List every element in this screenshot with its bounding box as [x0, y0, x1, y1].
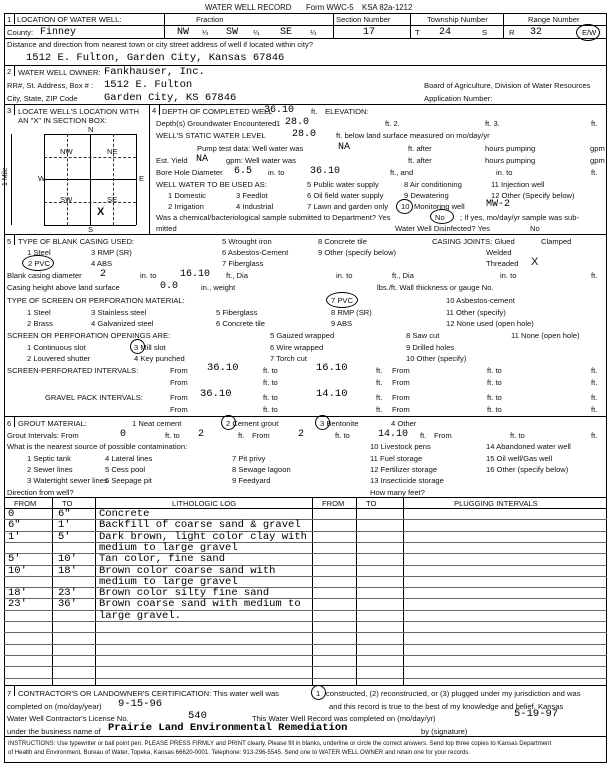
screen-abs: 9 ABS: [331, 319, 353, 328]
log-description-cell: Dark brown, light color clay with: [99, 530, 307, 543]
grout-bentonite-circle: [315, 415, 330, 430]
fraction-label: Fraction: [196, 15, 224, 24]
log-from-cell: 10': [8, 564, 27, 577]
threaded-x: X: [531, 256, 539, 268]
east-label: E: [139, 174, 145, 183]
quarter-3-value: SE: [280, 27, 293, 38]
log-description-cell: medium to large gravel: [99, 541, 238, 554]
grout-cement-circle: [221, 415, 236, 430]
grout-intervals-label: Grout Intervals: From: [7, 431, 79, 440]
sp-from-label-2: From: [392, 366, 410, 375]
sp-ft-3: ft.: [376, 378, 383, 387]
yield-label: Est. Yield: [156, 156, 188, 165]
range-ew: E/W: [582, 28, 597, 37]
use-monitoring-number: 10: [401, 202, 410, 211]
chem-mitted: mitted: [156, 224, 177, 233]
blank-ft-dia: ft., Dia: [226, 271, 248, 280]
gi-to-label: ft. to: [165, 431, 180, 440]
open-drilled: 9 Drilled holes: [406, 343, 455, 352]
section-value: 17: [363, 27, 376, 38]
instructions-line-2: of Health and Environment, Bureau of Water, Topeka, Kansas 66620-0001. Telephone: 913-296-5545. Send one to WATER WELL OWNER and retain one for your records.: [8, 749, 471, 756]
screen-brass: 2 Brass: [27, 319, 53, 328]
record-value: 5-19-97: [514, 708, 559, 720]
log-row-line: [4, 632, 607, 633]
grout-to-value: 2: [198, 429, 205, 440]
log-row-line: [4, 576, 607, 577]
pump-hours: hours pumping: [485, 144, 536, 153]
casing-steel: 1 Steel: [27, 248, 51, 257]
signature-label: by (signature): [421, 727, 468, 736]
log-row-line: [4, 655, 607, 656]
completed-value: 9-15-96: [118, 698, 163, 710]
range-value: 32: [530, 27, 543, 38]
contam-sewer: 2 Sewer lines: [27, 465, 73, 474]
bore-ft: ft.: [591, 168, 598, 177]
log-row-line: [4, 565, 607, 566]
se-label: SE: [107, 195, 118, 204]
contam-abandoned: 14 Abandoned water well: [486, 442, 571, 451]
yield-gpm-end: gpm: [590, 156, 605, 165]
gp-from-label-2: From: [392, 393, 410, 402]
gp-ft-4: ft.: [591, 405, 598, 414]
use-oilfield: 6 Oil field water supply: [307, 191, 384, 200]
record-label: This Water Well Record was completed on (mo/day/yr): [252, 714, 436, 723]
grout-label: GROUT MATERIAL:: [18, 419, 87, 428]
yield-hours: hours pumping: [485, 156, 536, 165]
gi-to-label-3: ft. to: [510, 431, 525, 440]
use-industrial: 4 Industrial: [236, 202, 274, 211]
gp-to-label-2: ft. to: [487, 393, 502, 402]
sp-to-label-4: ft. to: [487, 378, 502, 387]
instructions-line-1: INSTRUCTIONS: Use typewriter or ball point pen. PLEASE PRESS FIRMLY and PRINT clearly. Please fill in blanks, underline or circle the correct answers. Send top three copies to Kansas Department: [8, 740, 552, 747]
use-lawn: 7 Lawn and garden only: [307, 202, 389, 211]
sp-to-label-3: ft. to: [263, 378, 278, 387]
county-label: County:: [7, 28, 34, 37]
owner-label: WATER WELL OWNER:: [18, 68, 101, 77]
sp-from-label-3: From: [170, 378, 188, 387]
open-gauzed: 5 Gauzed wrapped: [270, 331, 335, 340]
log-description-cell: Brown color silty fine sand: [99, 587, 270, 600]
sp-to-label: ft. to: [263, 366, 278, 375]
log-description-cell: large gravel.: [99, 609, 181, 622]
bore-ft-and: ft., and: [390, 168, 414, 177]
application-label: Application Number:: [424, 94, 493, 103]
contam-label: What is the nearest source of possible contamination:: [7, 442, 188, 451]
joints-clamped: Clamped: [541, 237, 572, 246]
locate-label-1: LOCATE WELL'S LOCATION WITH: [18, 107, 139, 116]
ne-label: NE: [107, 147, 118, 156]
address-value: 1512 E. Fulton: [104, 79, 193, 91]
mill-slot-circle: [130, 339, 145, 354]
form-number: Form WWC-5: [306, 3, 354, 12]
casing-asbestos: 6 Asbestos-Cement: [222, 248, 289, 257]
use-irrigation: 2 Irrigation: [168, 202, 204, 211]
quarter-symbol: ¼: [202, 28, 209, 37]
yield-value: NA: [196, 154, 209, 165]
grout-bentonite: 3 Bentonite: [320, 419, 359, 428]
blank-diameter-label: Blank casing diameter: [7, 271, 82, 280]
casing-rmp: 3 RMP (SR): [91, 248, 132, 257]
contam-lagoon: 8 Sewage lagoon: [232, 465, 291, 474]
contam-fertilizer: 12 Fertilizer storage: [370, 465, 438, 474]
log-from-header: FROM: [14, 499, 37, 508]
pump-test-label: Pump test data: Well water was: [197, 144, 304, 153]
disinfected-label: Water Well Disinfected? Yes: [395, 224, 490, 233]
distance-label: Distance and direction from nearest town or city street address of well if located within city?: [7, 40, 313, 49]
north-label: N: [88, 125, 94, 134]
open-none: 11 None (open hole): [511, 331, 580, 340]
form-ksa: KSA 82a-1212: [362, 3, 413, 12]
disinfected-no: No: [530, 224, 540, 233]
monitoring-well-id: MW-2: [486, 199, 511, 210]
gi-ft: ft.: [238, 431, 245, 440]
open-saw: 8 Saw cut: [406, 331, 440, 340]
grout-cement: 2 Cement grout: [226, 419, 279, 428]
use-monitoring: Monitoring well: [414, 202, 465, 211]
grout-from-value: 0: [120, 429, 127, 440]
how-many-label: How many feet?: [370, 488, 425, 497]
log-description-cell: medium to large gravel: [99, 575, 238, 588]
direction-label: Direction from well?: [7, 488, 74, 497]
log-description-cell: Brown coarse sand with medium to: [99, 598, 301, 611]
section-label: Section Number: [336, 15, 391, 24]
log-to-cell: 18': [58, 564, 77, 577]
gp-to-label-3: ft. to: [263, 405, 278, 414]
range-r-label: R: [509, 28, 515, 37]
open-mill: 3 Mill slot: [134, 343, 166, 352]
range-label: Range Number: [528, 15, 580, 24]
gi-from-label-2: From: [252, 431, 270, 440]
use-public: 5 Public water supply: [307, 180, 379, 189]
log-to-cell: 1': [58, 519, 71, 532]
sp-ft-4: ft.: [591, 378, 598, 387]
contam-fuel: 11 Fuel storage: [370, 454, 423, 463]
contam-watertight: 3 Watertight sewer lines: [27, 476, 108, 485]
joints-welded: Welded: [486, 248, 512, 257]
contam-septic: 1 Septic tank: [27, 454, 71, 463]
open-continuous: 1 Continuous slot: [27, 343, 86, 352]
sp-to-value: 16.10: [316, 362, 348, 374]
screen-intervals-label: SCREEN-PERFORATED INTERVALS:: [7, 366, 139, 375]
casing-label: TYPE OF BLANK CASING USED:: [18, 237, 135, 246]
township-t-label: T: [415, 28, 420, 37]
screen-label: TYPE OF SCREEN OR PERFORATION MATERIAL:: [7, 296, 185, 305]
log-to-cell: 23': [58, 587, 77, 600]
bore-to-value: 36.10: [310, 166, 341, 177]
gw-3-label: ft. 3.: [485, 119, 500, 128]
cert-label: CONTRACTOR'S OR LANDOWNER'S CERTIFICATION: This water well was: [18, 689, 279, 698]
use-domestic: 1 Domestic: [168, 191, 206, 200]
bore-in-to-2: in. to: [496, 168, 513, 177]
static-level-rest: ft. below land surface measured on mo/day/yr: [336, 131, 490, 140]
log-to-cell: 5': [58, 530, 71, 543]
yield-gpm: gpm: Well water was: [226, 156, 296, 165]
address-line: 1512 E. Fulton, Garden City, Kansas 67846: [26, 52, 285, 64]
screen-pvc: 7 PVC: [331, 296, 353, 305]
pump-after: ft. after: [408, 144, 432, 153]
sp-ft: ft.: [376, 366, 383, 375]
casing-pvc-circle: [22, 255, 54, 271]
contam-pit: 7 Pit privy: [232, 454, 266, 463]
blank-in-to-2: in. to: [336, 271, 353, 280]
use-dewatering: 9 Dewatering: [404, 191, 449, 200]
use-air: 8 Air conditioning: [404, 180, 462, 189]
openings-label: SCREEN OR PERFORATION OPENINGS ARE:: [7, 331, 171, 340]
blank-diameter-value: 2: [100, 269, 107, 280]
gp-from-value: 36.10: [200, 388, 232, 400]
monitoring-circle: [396, 199, 413, 214]
log-to-cell: 10': [58, 553, 77, 566]
gi-ft-2: ft.: [420, 431, 427, 440]
chem-no: No: [435, 213, 445, 222]
casing-pvc: 2 PVC: [28, 259, 50, 268]
plug-from-header: FROM: [322, 499, 345, 508]
open-key: 4 Key punched: [134, 354, 185, 363]
screen-pvc-circle: [326, 292, 358, 308]
contam-insecticide: 13 Insecticide storage: [370, 476, 444, 485]
open-other: 10 Other (specify): [406, 354, 467, 363]
log-to-header: TO: [62, 499, 73, 508]
grout-to-2-value: 14.10: [378, 429, 409, 440]
screen-galvanized: 4 Galvanized steel: [91, 319, 154, 328]
township-s-label: S: [482, 28, 488, 37]
business-label: under the business name of: [7, 727, 101, 736]
log-row-line: [4, 621, 607, 622]
log-from-cell: 18': [8, 587, 27, 600]
gp-from-label-4: From: [392, 405, 410, 414]
address-label: RR#, St. Address, Box # :: [7, 81, 94, 90]
contam-cess: 5 Cess pool: [105, 465, 146, 474]
chem-label: Was a chemical/bacteriological sample submitted to Department? Yes: [156, 213, 391, 222]
form-title: WATER WELL RECORD: [205, 3, 292, 12]
business-value: Prairie Land Environmental Remediation: [108, 722, 348, 734]
s3-number: 3: [7, 106, 12, 115]
gi-from-label-3: From: [434, 431, 452, 440]
screen-steel: 1 Steel: [27, 308, 51, 317]
lithologic-log-header: LITHOLOGIC LOG: [172, 499, 237, 508]
gp-to-label-4: ft. to: [487, 405, 502, 414]
license-value: 540: [188, 710, 207, 722]
gw-1-label: 1: [276, 119, 281, 128]
quarter-symbol: ¼: [253, 28, 260, 37]
log-description-cell: Concrete: [99, 508, 150, 520]
height-label: Casing height above land surface: [7, 283, 120, 292]
log-from-cell: 0: [8, 508, 15, 520]
south-label: S: [88, 225, 94, 234]
cert-rest: constructed, (2) reconstructed, or (3) plugged under my jurisdiction and was: [326, 689, 581, 698]
log-from-cell: 6": [8, 519, 21, 532]
s5-number: 5: [7, 237, 12, 246]
pump-gpm: gpm: [590, 144, 605, 153]
open-wire: 6 Wire wrapped: [270, 343, 324, 352]
plugging-header: PLUGGING INTERVALS: [454, 499, 538, 508]
gp-from-label-3: From: [170, 405, 188, 414]
contam-livestock: 10 Livestock pens: [370, 442, 431, 451]
casing-concrete: 8 Concrete tile: [318, 237, 367, 246]
log-from-cell: 1': [8, 530, 21, 543]
pump-test-value: NA: [338, 142, 351, 153]
cert-1-circle: [311, 685, 326, 700]
blank-in-to: in. to: [140, 271, 157, 280]
gravel-pack-label: GRAVEL PACK INTERVALS:: [45, 393, 143, 402]
joints-label: CASING JOINTS: Glued: [432, 237, 515, 246]
gp-ft: ft.: [376, 393, 383, 402]
log-row-line: [4, 610, 607, 611]
use-feedlot: 3 Feedlot: [236, 191, 268, 200]
gp-ft-3: ft.: [376, 405, 383, 414]
screen-other: 11 Other (specify): [446, 308, 506, 317]
elevation-label: ELEVATION:: [325, 107, 369, 116]
use-label: WELL WATER TO BE USED AS:: [156, 180, 267, 189]
well-location-x: X: [97, 206, 105, 218]
s1-number: 1: [7, 15, 12, 24]
log-to-cell: 36': [58, 598, 77, 611]
depth-value: 36.10: [264, 105, 295, 116]
township-label: Township Number: [427, 15, 488, 24]
casing-abs: 4 ABS: [91, 259, 113, 268]
depth-ft: ft.: [311, 107, 318, 116]
groundwater-1-value: 28.0: [285, 117, 310, 128]
static-level-label: WELL'S STATIC WATER LEVEL: [156, 131, 266, 140]
screen-concrete: 6 Concrete tile: [216, 319, 265, 328]
log-description-cell: Backfill of coarse sand & gravel: [99, 519, 301, 532]
screen-none: 12 None used (open hole): [446, 319, 534, 328]
open-torch: 7 Torch cut: [270, 354, 308, 363]
log-from-cell: 5': [8, 553, 21, 566]
grout-other: 4 Other: [391, 419, 417, 428]
yield-after: ft. after: [408, 156, 432, 165]
log-row-line: [4, 519, 607, 520]
log-description-cell: Tan color, fine sand: [99, 553, 226, 566]
gi-to-label-2: ft. to: [335, 431, 350, 440]
quarter-1-value: NW: [177, 27, 190, 38]
quarter-2-value: SW: [226, 27, 239, 38]
cert-1: 1: [316, 689, 321, 698]
s4-number: 4: [152, 106, 157, 115]
county-value: Finney: [40, 27, 77, 38]
blank-in-to-3: in. to: [500, 271, 517, 280]
log-row-line: [4, 644, 607, 645]
grout-neat: 1 Neat cement: [132, 419, 182, 428]
owner-value: Fankhauser, Inc.: [104, 66, 205, 78]
gp-to-value: 14.10: [316, 388, 348, 400]
log-row-line: [4, 678, 607, 679]
screen-rmp: 8 RMP (SR): [331, 308, 372, 317]
city-label: City, State, ZIP Code: [7, 94, 78, 103]
use-other: 12 Other (Specify below): [491, 191, 575, 200]
log-row-line: [4, 666, 607, 667]
s2-number: 2: [7, 67, 12, 76]
sp-from-label: From: [170, 366, 188, 375]
contam-feedyard: 9 Feedyard: [232, 476, 271, 485]
gp-from-label: From: [170, 393, 188, 402]
joints-threaded: Threaded: [486, 259, 519, 268]
log-to-cell: 6": [58, 508, 71, 520]
contam-seepage: 6 Seepage pit: [105, 476, 152, 485]
contam-other: 16 Other (specify below): [486, 465, 569, 474]
casing-fiberglass: 7 Fiberglass: [222, 259, 264, 268]
gw-ft: ft.: [591, 119, 598, 128]
open-louvered: 2 Louvered shutter: [27, 354, 91, 363]
license-label: Water Well Contractor's License No.: [7, 714, 129, 723]
log-row-line: [4, 587, 607, 588]
completed-label: completed on (mo/day/year): [7, 702, 102, 711]
board-text: Board of Agriculture, Division of Water Resources: [424, 81, 591, 90]
sw-label: SW: [60, 195, 73, 204]
gp-ft-2: ft.: [591, 393, 598, 402]
depth-label: DEPTH OF COMPLETED WELL: [162, 107, 273, 116]
log-from-cell: 23': [8, 598, 27, 611]
blank-to-value: 16.10: [180, 269, 211, 280]
grout-from-2-value: 2: [298, 429, 305, 440]
gi-ft-3: ft.: [591, 431, 598, 440]
casing-wrought: 5 Wrought iron: [222, 237, 272, 246]
use-injection: 11 Injection well: [491, 180, 545, 189]
s1-label: LOCATION OF WATER WELL:: [17, 15, 122, 24]
township-value: 24: [439, 27, 452, 38]
nw-label: NW: [60, 147, 73, 156]
sp-ft-2: ft.: [591, 366, 598, 375]
chem-rest: ; If yes, mo/day/yr sample was sub-: [460, 213, 580, 222]
log-row-line: [4, 598, 607, 599]
blank-ft-end: ft.: [591, 271, 598, 280]
s7-number: 7: [7, 689, 12, 698]
sp-to-label-2: ft. to: [487, 366, 502, 375]
height-lbs: lbs./ft. Wall thickness or gauge No.: [377, 283, 494, 292]
sp-from-label-4: From: [392, 378, 410, 387]
plug-to-header: TO: [366, 499, 377, 508]
contam-oil: 15 Oil well/Gas well: [486, 454, 553, 463]
groundwater-label: Depth(s) Groundwater Encountered: [156, 119, 277, 128]
west-label: W: [38, 174, 46, 183]
gp-to-label: ft. to: [263, 393, 278, 402]
screen-asbestos: 10 Asbestos-cement: [446, 296, 515, 305]
gw-2-label: ft. 2.: [385, 119, 400, 128]
city-value: Garden City, KS 67846: [104, 92, 237, 104]
completed-rest: and this record is true to the best of my knowledge and belief. Kansas: [329, 702, 564, 711]
s6-number: 6: [7, 419, 12, 428]
screen-fiberglass: 5 Fiberglass: [216, 308, 258, 317]
bore-value: 6.5: [234, 166, 253, 177]
bore-label: Bore Hole Diameter: [156, 168, 223, 177]
locate-label-2: AN "X" IN SECTION BOX:: [18, 116, 107, 125]
quarter-symbol: ¼: [310, 28, 317, 37]
height-value: 0.0: [160, 281, 179, 292]
log-description-cell: Brown color coarse sand with: [99, 564, 276, 577]
screen-stainless: 3 Stainless steel: [91, 308, 147, 317]
contam-lateral: 4 Lateral lines: [105, 454, 153, 463]
casing-other: 9 Other (specify below): [318, 248, 397, 257]
height-weight: in., weight: [201, 283, 236, 292]
bore-in-to: in. to: [268, 168, 285, 177]
mile-label: 1 Mile: [2, 167, 9, 186]
log-row-line: [4, 553, 607, 554]
static-level-value: 28.0: [292, 129, 317, 140]
sp-from-value: 36.10: [207, 362, 239, 374]
blank-ft-dia-2: ft., Dia: [392, 271, 414, 280]
chem-no-circle: [430, 209, 454, 224]
